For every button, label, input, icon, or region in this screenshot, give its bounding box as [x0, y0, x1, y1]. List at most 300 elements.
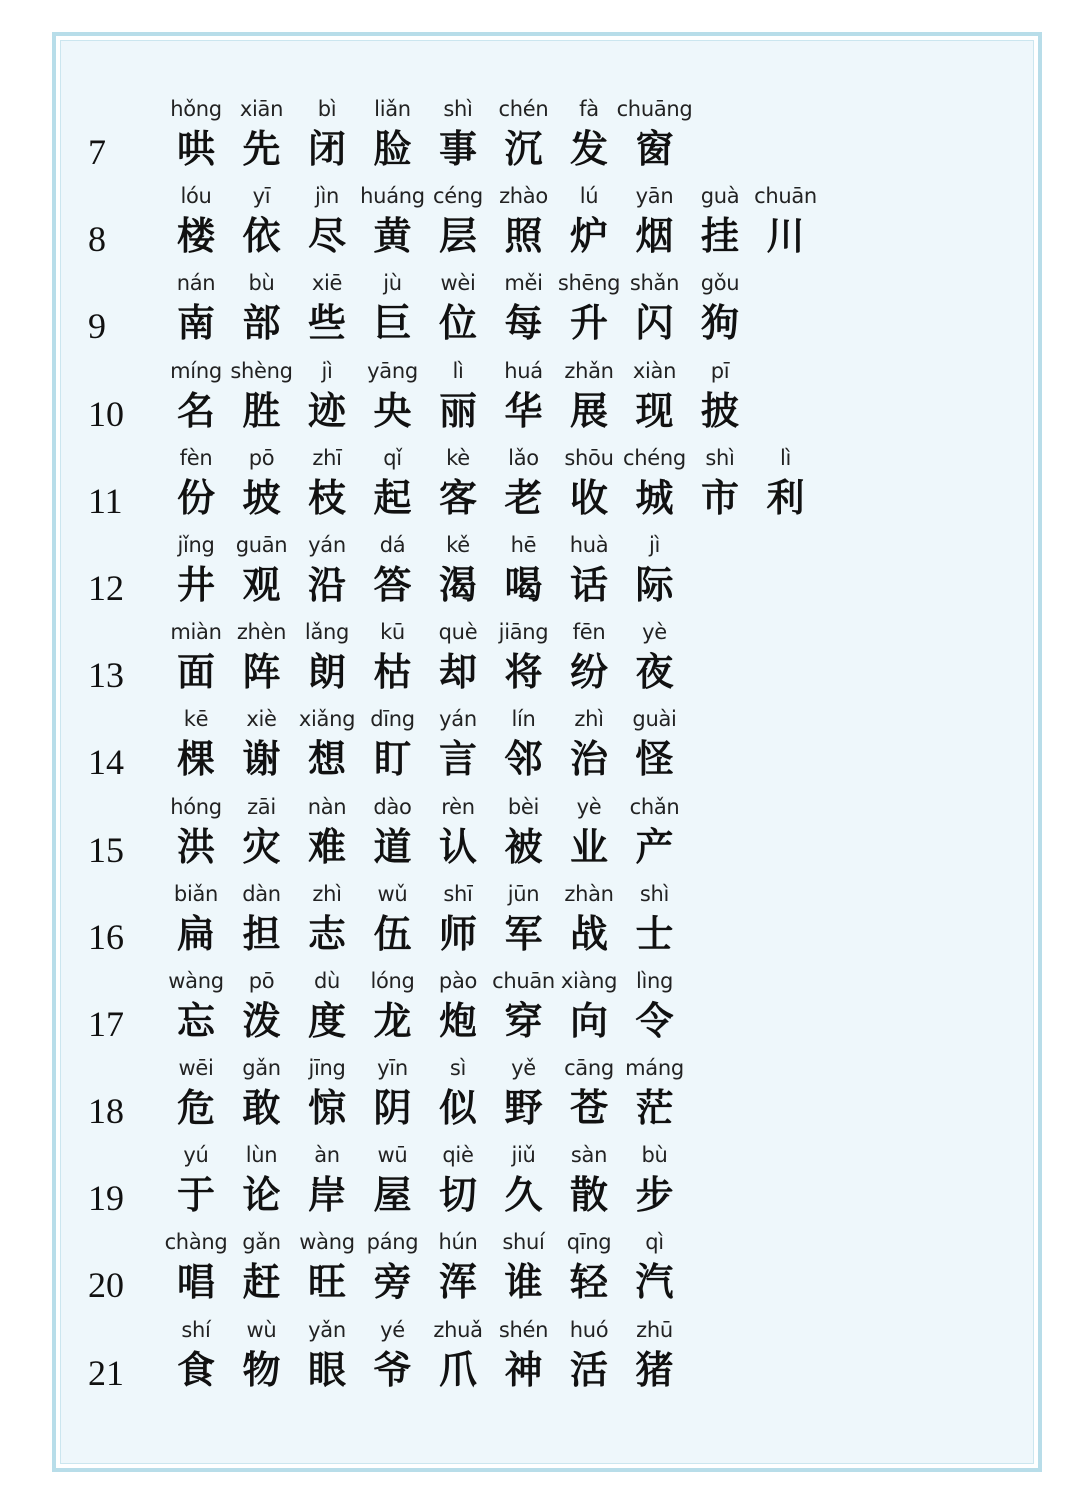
chinese-character: 灾	[242, 823, 281, 869]
pinyin-label: zhǎn	[564, 358, 614, 383]
pinyin-label: yān	[635, 184, 674, 209]
pinyin-label: měi	[504, 271, 543, 296]
chinese-character: 忘	[176, 997, 215, 1043]
pinyin-label: dá	[379, 532, 406, 557]
character-group	[163, 1142, 687, 1229]
chinese-character: 盯	[373, 736, 412, 782]
pinyin-label: shèng	[230, 358, 293, 383]
pinyin-label: xiē	[311, 271, 343, 296]
chinese-character: 楼	[176, 213, 215, 259]
pinyin-label: shuí	[502, 1230, 545, 1255]
pinyin-label: jì	[321, 358, 333, 383]
pinyin-label: chéng	[623, 445, 686, 470]
pinyin-label: shì	[705, 445, 735, 470]
pinyin-label: xiàn	[632, 358, 677, 383]
pinyin-label: wū	[377, 1143, 408, 1168]
pinyin-label: liǎn	[374, 97, 411, 121]
pinyin-label: wǔ	[377, 881, 408, 906]
chinese-character: 井	[176, 561, 215, 607]
pinyin-label: chuān	[754, 184, 817, 209]
chinese-character: 被	[504, 823, 543, 869]
pinyin-label: hē	[510, 532, 537, 557]
chinese-character: 岸	[307, 1172, 346, 1218]
pinyin-label: fēn	[572, 620, 606, 645]
chinese-character: 披	[700, 387, 739, 433]
pinyin-label: zhuǎ	[433, 1317, 483, 1342]
chinese-character: 位	[438, 300, 477, 346]
pinyin-label: guài	[632, 707, 677, 732]
lesson-number: 21	[88, 1352, 124, 1393]
pinyin-label: pī	[710, 358, 730, 383]
pinyin-label: àn	[314, 1143, 340, 1168]
pinyin-label: yǎn	[308, 1317, 346, 1342]
chinese-character: 神	[504, 1346, 543, 1392]
lesson-number: 13	[88, 655, 124, 696]
chinese-character: 先	[242, 126, 281, 171]
chinese-character: 炮	[438, 997, 477, 1043]
lesson-number: 19	[88, 1178, 124, 1219]
character-entry	[622, 706, 688, 793]
lesson-row	[0, 96, 1080, 183]
pinyin-label: xiàng	[560, 968, 618, 993]
pinyin-label: shēng	[557, 271, 621, 296]
chinese-character: 志	[307, 910, 346, 956]
chinese-character: 沉	[504, 126, 543, 171]
pinyin-label: yán	[439, 707, 477, 732]
character-entry	[622, 1055, 688, 1142]
pinyin-label: shī	[443, 881, 473, 906]
chinese-character: 升	[569, 300, 608, 346]
chinese-character: 哄	[176, 126, 215, 171]
character-group	[163, 1055, 687, 1142]
chinese-character: 枯	[373, 649, 412, 695]
pinyin-label: chuān	[492, 968, 555, 993]
chinese-character: 些	[307, 300, 346, 346]
character-entry	[753, 183, 819, 270]
pinyin-label: qīng	[566, 1230, 612, 1255]
chinese-character: 坡	[242, 474, 281, 520]
chinese-character: 谁	[504, 1259, 543, 1305]
chinese-character: 担	[242, 910, 281, 956]
chinese-character: 浑	[438, 1259, 477, 1305]
pinyin-label: pō	[248, 445, 275, 470]
chinese-character: 烟	[635, 213, 674, 259]
pinyin-label: shì	[443, 97, 473, 121]
chinese-character: 道	[373, 823, 412, 869]
lesson-number: 16	[88, 916, 124, 957]
pinyin-label: rèn	[441, 794, 475, 819]
pinyin-label: sàn	[570, 1143, 608, 1168]
chinese-character: 切	[438, 1172, 477, 1218]
chinese-character: 汽	[635, 1259, 674, 1305]
pinyin-label: dào	[373, 794, 412, 819]
pinyin-label: dàn	[242, 881, 281, 906]
pinyin-label: chǎn	[629, 794, 680, 819]
pinyin-label: cāng	[564, 1056, 614, 1081]
chinese-character: 份	[176, 474, 215, 520]
pinyin-label: què	[438, 620, 478, 645]
chinese-character: 敢	[242, 1085, 281, 1131]
chinese-character: 起	[373, 474, 412, 520]
pinyin-label: zhào	[499, 184, 548, 209]
character-group	[163, 358, 753, 445]
pinyin-label: yè	[642, 620, 667, 645]
chinese-character: 师	[438, 910, 477, 956]
pinyin-label: qì	[645, 1230, 664, 1255]
chinese-character: 展	[569, 387, 608, 433]
pinyin-label: zhèn	[236, 620, 287, 645]
pinyin-label: hóng	[170, 794, 222, 819]
lesson-number: 7	[88, 132, 106, 172]
chinese-character: 央	[373, 387, 412, 433]
pinyin-label: huó	[569, 1317, 609, 1342]
lesson-row	[0, 358, 1080, 445]
chinese-character: 闪	[635, 300, 674, 346]
pinyin-label: lìng	[635, 968, 674, 993]
chinese-character: 城	[635, 474, 674, 520]
chinese-character: 产	[635, 823, 674, 869]
chinese-character: 步	[635, 1172, 674, 1218]
pinyin-label: yī	[252, 184, 271, 209]
pinyin-label: pào	[438, 968, 478, 993]
chinese-character: 怪	[635, 736, 674, 782]
chinese-character: 客	[438, 474, 477, 520]
pinyin-label: wēi	[178, 1056, 214, 1081]
chinese-character: 渴	[438, 561, 477, 607]
character-entry	[622, 968, 688, 1055]
pinyin-label: shōu	[564, 445, 614, 470]
pinyin-label: miàn	[170, 620, 222, 645]
pinyin-label: jì	[648, 532, 661, 557]
pinyin-label: fèn	[179, 445, 213, 470]
chinese-character: 泼	[242, 997, 281, 1043]
pinyin-label: yāng	[367, 358, 418, 383]
character-entry	[687, 358, 753, 445]
chinese-character: 丽	[438, 387, 477, 433]
lesson-row	[0, 532, 1080, 619]
chinese-character: 想	[307, 736, 346, 782]
character-entry	[622, 532, 688, 619]
pinyin-label: biǎn	[173, 881, 219, 906]
chinese-character: 物	[242, 1346, 281, 1392]
chinese-character: 军	[504, 910, 543, 956]
lesson-number: 20	[88, 1265, 124, 1306]
character-group	[163, 445, 818, 532]
pinyin-label: sì	[449, 1056, 467, 1081]
pinyin-label: xiǎng	[298, 707, 356, 732]
chinese-character: 活	[569, 1346, 608, 1392]
lesson-row	[0, 619, 1080, 706]
character-group	[163, 968, 687, 1055]
chinese-character: 认	[438, 823, 477, 869]
chinese-character: 老	[504, 474, 543, 520]
lesson-row	[0, 794, 1080, 881]
chinese-character: 狗	[700, 300, 739, 346]
chinese-character: 龙	[373, 997, 412, 1043]
pinyin-label: lóng	[370, 968, 415, 993]
pinyin-label: bì	[317, 97, 337, 121]
lesson-number: 15	[88, 829, 124, 870]
lesson-number: 14	[88, 742, 124, 783]
chinese-character: 猪	[635, 1346, 674, 1392]
character-entry	[622, 1229, 688, 1316]
pinyin-label: jīng	[308, 1056, 346, 1081]
pinyin-label: pō	[248, 968, 275, 993]
lesson-number: 8	[88, 219, 106, 260]
chinese-character: 照	[504, 213, 543, 259]
pinyin-label: zāi	[247, 794, 276, 819]
pinyin-label: shǎn	[629, 271, 680, 296]
pinyin-label: jǐng	[177, 532, 215, 557]
chinese-character: 尽	[307, 213, 346, 259]
chinese-character: 朗	[307, 649, 346, 695]
pinyin-label: yè	[576, 794, 602, 819]
chinese-character: 业	[569, 823, 608, 869]
pinyin-label: hún	[438, 1230, 478, 1255]
chinese-character: 面	[176, 649, 215, 695]
chinese-character: 每	[504, 300, 543, 346]
pinyin-label: jūn	[507, 881, 540, 906]
chinese-character: 现	[635, 387, 674, 433]
chinese-character: 将	[504, 649, 543, 695]
chinese-character: 似	[438, 1085, 477, 1131]
chinese-character: 野	[504, 1085, 543, 1131]
chinese-character: 闭	[307, 126, 346, 171]
chinese-character: 脸	[373, 126, 412, 171]
lesson-row	[0, 1142, 1080, 1229]
pinyin-label: lì	[452, 358, 464, 383]
pinyin-label: kē	[183, 707, 209, 732]
chinese-character: 炉	[569, 213, 608, 259]
pinyin-label: wàng	[299, 1230, 355, 1255]
chinese-character: 夜	[635, 649, 674, 695]
pinyin-label: wàng	[168, 968, 224, 993]
chinese-character: 向	[569, 997, 608, 1043]
character-entry	[622, 1142, 688, 1229]
chinese-character: 穿	[504, 997, 543, 1043]
pinyin-label: zhī	[312, 445, 342, 470]
chinese-character: 令	[635, 997, 674, 1043]
pinyin-label: lǎng	[304, 620, 350, 645]
character-group	[163, 706, 687, 793]
character-group	[163, 270, 753, 357]
pinyin-label: yīn	[377, 1056, 408, 1081]
lesson-number: 12	[88, 567, 124, 608]
pinyin-label: xiè	[246, 707, 277, 732]
pinyin-label: shí	[181, 1317, 211, 1342]
pinyin-label: jiǔ	[511, 1143, 536, 1168]
pinyin-label: huà	[569, 532, 609, 557]
character-list	[0, 96, 1080, 1404]
lesson-row	[0, 1055, 1080, 1142]
chinese-character: 川	[766, 213, 805, 259]
pinyin-label: chàng	[164, 1230, 228, 1255]
pinyin-label: dīng	[370, 707, 415, 732]
pinyin-label: chuāng	[616, 97, 693, 121]
lesson-row	[0, 1317, 1080, 1404]
chinese-character: 阵	[242, 649, 281, 695]
chinese-character: 谢	[242, 736, 281, 782]
chinese-character: 苍	[569, 1085, 608, 1131]
pinyin-label: gǎn	[242, 1230, 281, 1255]
pinyin-label: gǎn	[242, 1056, 281, 1081]
pinyin-label: huáng	[360, 184, 425, 209]
pinyin-label: yú	[183, 1143, 209, 1168]
pinyin-label: wù	[246, 1317, 277, 1342]
lesson-row	[0, 706, 1080, 793]
chinese-character: 战	[569, 910, 608, 956]
chinese-character: 危	[176, 1085, 215, 1131]
pinyin-label: jiāng	[498, 620, 549, 645]
pinyin-label: míng	[170, 358, 222, 383]
chinese-character: 久	[504, 1172, 543, 1218]
character-entry	[622, 619, 688, 706]
chinese-character: 事	[438, 126, 477, 171]
pinyin-label: céng	[433, 184, 483, 209]
pinyin-label: huá	[504, 358, 543, 383]
character-entry	[622, 794, 688, 881]
pinyin-label: yán	[308, 532, 346, 557]
chinese-character: 食	[176, 1346, 215, 1392]
character-group	[163, 532, 687, 619]
pinyin-label: kè	[446, 445, 470, 470]
pinyin-label: jù	[383, 271, 402, 296]
chinese-character: 难	[307, 823, 346, 869]
chinese-character: 发	[569, 126, 608, 171]
character-entry	[616, 96, 693, 183]
pinyin-label: dù	[313, 968, 341, 993]
pinyin-label: zhū	[636, 1317, 673, 1342]
chinese-character: 沿	[307, 561, 346, 607]
chinese-character: 阴	[373, 1085, 412, 1131]
lesson-number: 18	[88, 1091, 124, 1132]
character-group	[163, 1229, 687, 1316]
chinese-character: 邻	[504, 736, 543, 782]
chinese-character: 名	[176, 387, 215, 433]
lesson-row	[0, 183, 1080, 270]
chinese-character: 治	[569, 736, 608, 782]
chinese-character: 旁	[373, 1259, 412, 1305]
character-group	[163, 881, 687, 968]
chinese-character: 利	[766, 474, 805, 520]
chinese-character: 赶	[242, 1259, 281, 1305]
character-group	[163, 183, 818, 270]
pinyin-label: bù	[248, 271, 275, 296]
pinyin-label: jìn	[314, 184, 340, 209]
chinese-character: 答	[373, 561, 412, 607]
pinyin-label: gǒu	[700, 271, 740, 296]
pinyin-label: chén	[498, 97, 549, 121]
chinese-character: 喝	[504, 561, 543, 607]
character-entry	[622, 1317, 688, 1404]
chinese-character: 部	[242, 300, 281, 346]
chinese-character: 唱	[176, 1259, 215, 1305]
pinyin-label: qǐ	[383, 445, 402, 470]
chinese-character: 眼	[307, 1346, 346, 1392]
chinese-character: 棵	[176, 736, 215, 782]
pinyin-label: nàn	[307, 794, 347, 819]
character-group	[163, 96, 693, 183]
chinese-character: 迹	[307, 387, 346, 433]
lesson-row	[0, 1229, 1080, 1316]
pinyin-label: guān	[235, 532, 288, 557]
pinyin-label: guà	[700, 184, 740, 209]
pinyin-label: bù	[641, 1143, 668, 1168]
chinese-character: 巨	[373, 300, 412, 346]
chinese-character: 旺	[307, 1259, 346, 1305]
lesson-number: 9	[88, 306, 106, 347]
lesson-row	[0, 445, 1080, 532]
pinyin-label: lín	[511, 707, 536, 732]
pinyin-label: lú	[579, 184, 599, 209]
pinyin-label: lóu	[180, 184, 212, 209]
pinyin-label: hǒng	[170, 97, 222, 121]
chinese-character: 华	[504, 387, 543, 433]
chinese-character: 轻	[569, 1259, 608, 1305]
chinese-character: 茫	[635, 1085, 674, 1131]
chinese-character: 依	[242, 213, 281, 259]
lesson-number: 11	[88, 480, 123, 521]
chinese-character: 爷	[373, 1346, 412, 1392]
chinese-character: 于	[176, 1172, 215, 1218]
chinese-character: 黄	[373, 213, 412, 259]
chinese-character: 屋	[373, 1172, 412, 1218]
pinyin-label: fà	[579, 97, 599, 121]
lesson-number: 10	[88, 393, 124, 434]
lesson-number: 17	[88, 1003, 124, 1044]
chinese-character: 挂	[700, 213, 739, 259]
chinese-character: 南	[176, 300, 215, 346]
chinese-character: 士	[635, 910, 674, 956]
chinese-character: 洪	[176, 823, 215, 869]
pinyin-label: zhì	[312, 881, 342, 906]
lesson-row	[0, 968, 1080, 1055]
chinese-character: 伍	[373, 910, 412, 956]
chinese-character: 言	[438, 736, 477, 782]
lesson-row	[0, 881, 1080, 968]
pinyin-label: lùn	[245, 1143, 278, 1168]
chinese-character: 层	[438, 213, 477, 259]
pinyin-label: shì	[639, 881, 670, 906]
chinese-character: 观	[242, 561, 281, 607]
character-group	[163, 794, 687, 881]
chinese-character: 收	[569, 474, 608, 520]
chinese-character: 话	[569, 561, 608, 607]
pinyin-label: kū	[380, 620, 405, 645]
chinese-character: 却	[438, 649, 477, 695]
character-group	[163, 1317, 687, 1404]
pinyin-label: yě	[511, 1056, 536, 1081]
pinyin-label: zhì	[574, 707, 604, 732]
chinese-character: 惊	[307, 1085, 346, 1131]
chinese-character: 纷	[569, 649, 608, 695]
character-group	[163, 619, 687, 706]
chinese-character: 际	[635, 561, 674, 607]
chinese-character: 窗	[635, 126, 674, 171]
lesson-row	[0, 270, 1080, 357]
pinyin-label: lì	[779, 445, 792, 470]
chinese-character: 论	[242, 1172, 281, 1218]
pinyin-label: nán	[176, 271, 216, 296]
chinese-character: 枝	[307, 474, 346, 520]
pinyin-label: zhàn	[564, 881, 614, 906]
pinyin-label: xiān	[239, 97, 284, 121]
pinyin-label: qiè	[442, 1143, 474, 1168]
character-entry	[753, 445, 819, 532]
chinese-character: 市	[700, 474, 739, 520]
pinyin-label: kě	[446, 532, 470, 557]
pinyin-label: bèi	[507, 794, 540, 819]
